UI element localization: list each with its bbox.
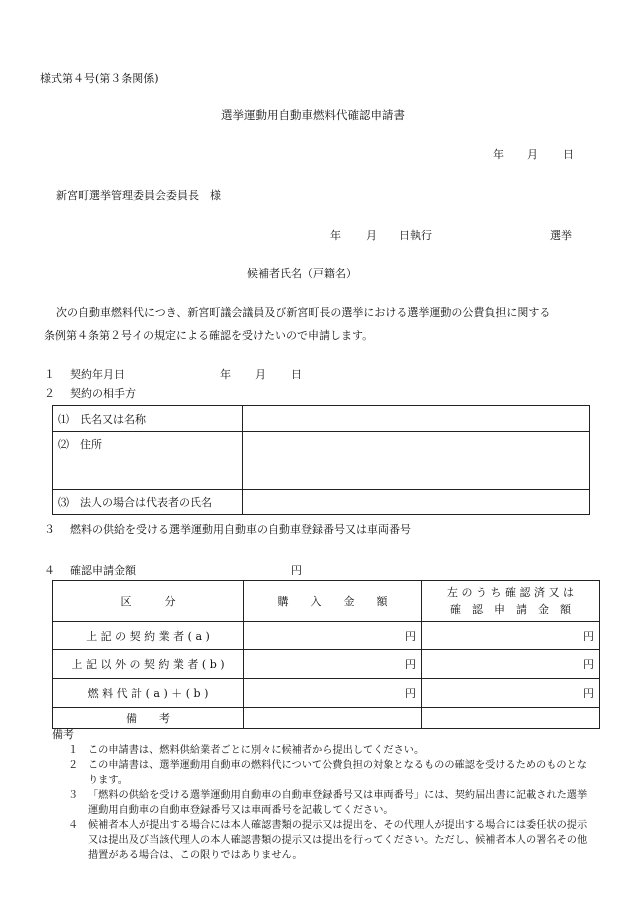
date-month: 月 [527, 148, 538, 161]
amount-row-a-label: 上 記 の 契 約 業 者 ( a ) [53, 622, 244, 650]
election-held: 日執行 [399, 229, 432, 242]
remarks-field-2[interactable] [422, 708, 600, 729]
note-3-text: 「燃料の供給を受ける選挙運動用自動車の自動車登録番号又は車両番号」には、契約届出書に記載された選挙運動用自動車の自動車登録番号又は車両番号を記載してください。 [88, 790, 588, 816]
counterparty-address-field[interactable] [243, 432, 590, 490]
amount-table [52, 580, 600, 729]
note-2 [68, 758, 598, 788]
note-4-text: 候補者本人が提出する場合には本人確認書類の提示又は提出を、その代理人が提出する場合には委任状の提示又は提出及び当該代理人の本人確認書類の提示又は提出を行ってください。ただし、候補者本人の署名その他措置がある場合は、この限りではありません。 [88, 820, 588, 861]
header-confirmed-amount [422, 581, 600, 622]
section4-unit: 円 [291, 564, 302, 577]
amount-row-b-purchase[interactable] [244, 650, 422, 679]
request-text-line1: 次の自動車燃料代につき、新宮町議会議員及び新宮町長の選挙における選挙運動の公費負担に関する [56, 306, 551, 319]
section1-month: 月 [255, 368, 266, 381]
remarks-label: 備 考 [53, 708, 244, 729]
date-year: 年 [493, 148, 504, 161]
counterparty-representative-field[interactable] [243, 490, 590, 515]
amount-row-remarks [53, 708, 600, 729]
remarks-field-1[interactable] [244, 708, 422, 729]
form-title: 選挙運動用自動車燃料代確認申請書 [221, 108, 405, 122]
amount-row-total [53, 679, 600, 708]
counterparty-address-label: ⑵ 住所 [53, 432, 243, 490]
section4-label: 確認申請金額 [70, 564, 136, 577]
form-number: 様式第４号(第３条関係) [40, 72, 159, 85]
section4-number: ４ [44, 564, 55, 577]
request-text-line2: 条例第４条第２号イの規定による確認を受けたいので申請します。 [44, 329, 374, 342]
yen-unit: 円 [405, 658, 416, 671]
counterparty-row-representative [53, 490, 590, 515]
counterparty-name-field[interactable] [243, 406, 590, 432]
amount-header-row [53, 581, 600, 622]
header-confirmed-line1: 左 の う ち 確 認 済 又 は [447, 586, 574, 599]
section3-label: 燃料の供給を受ける選挙運動用自動車の自動車登録番号又は車両番号 [70, 523, 411, 536]
section2-label: 契約の相手方 [70, 387, 136, 400]
counterparty-row-name [53, 406, 590, 432]
yen-unit: 円 [583, 629, 594, 643]
counterparty-name-label: ⑴ 氏名又は名称 [53, 406, 243, 432]
header-category: 区 分 [53, 581, 244, 622]
election-month: 月 [366, 229, 377, 242]
section2-number: ２ [44, 387, 55, 400]
note-1-number: １ [68, 745, 79, 756]
yen-unit: 円 [583, 658, 594, 671]
yen-unit: 円 [405, 687, 416, 700]
notes-heading: 備考 [52, 728, 74, 741]
amount-row-total-label: 燃 料 代 計 ( a ) ＋ ( b ) [53, 679, 244, 708]
candidate-name-label: 候補者氏名（戸籍名） [247, 267, 357, 280]
note-4-number: ４ [68, 820, 79, 831]
amount-row-total-confirmed[interactable] [422, 679, 600, 708]
header-confirmed-line2: 確 認 申 請 金 額 [450, 603, 571, 616]
section1-day: 日 [291, 368, 302, 381]
amount-row-b [53, 650, 600, 679]
note-3-number: ３ [68, 790, 79, 801]
note-3 [68, 788, 598, 818]
election-type: 選挙 [550, 229, 572, 242]
amount-row-a-purchase[interactable] [244, 622, 422, 650]
counterparty-row-address [53, 432, 590, 490]
amount-row-total-purchase[interactable] [244, 679, 422, 708]
counterparty-representative-label: ⑶ 法人の場合は代表者の氏名 [53, 490, 243, 515]
note-2-text: この申請書は、選挙運動用自動車の燃料代について公費負担の対象となるものの確認を受けるためのものとなります。 [88, 760, 587, 786]
section1-label: 契約年月日 [70, 368, 125, 381]
note-2-number: ２ [68, 760, 79, 771]
amount-row-b-label: 上 記 以 外 の 契 約 業 者 ( b ) [53, 650, 244, 679]
election-year: 年 [330, 229, 341, 242]
addressee: 新宮町選挙管理委員会委員長 様 [56, 189, 221, 202]
yen-unit: 円 [583, 687, 594, 700]
amount-row-a-confirmed[interactable] [422, 622, 600, 650]
yen-unit: 円 [405, 629, 416, 643]
amount-row-b-confirmed[interactable] [422, 650, 600, 679]
counterparty-table [52, 405, 590, 515]
date-day: 日 [563, 148, 574, 161]
note-1 [68, 743, 598, 758]
section1-year: 年 [220, 368, 231, 381]
note-1-text: この申請書は、燃料供給業者ごとに別々に候補者から提出してください。 [88, 745, 425, 756]
amount-row-a [53, 622, 600, 650]
section1-number: １ [44, 368, 55, 381]
note-4 [68, 818, 598, 863]
section3-number: ３ [44, 523, 55, 536]
header-purchase-amount: 購 入 金 額 [244, 581, 422, 622]
